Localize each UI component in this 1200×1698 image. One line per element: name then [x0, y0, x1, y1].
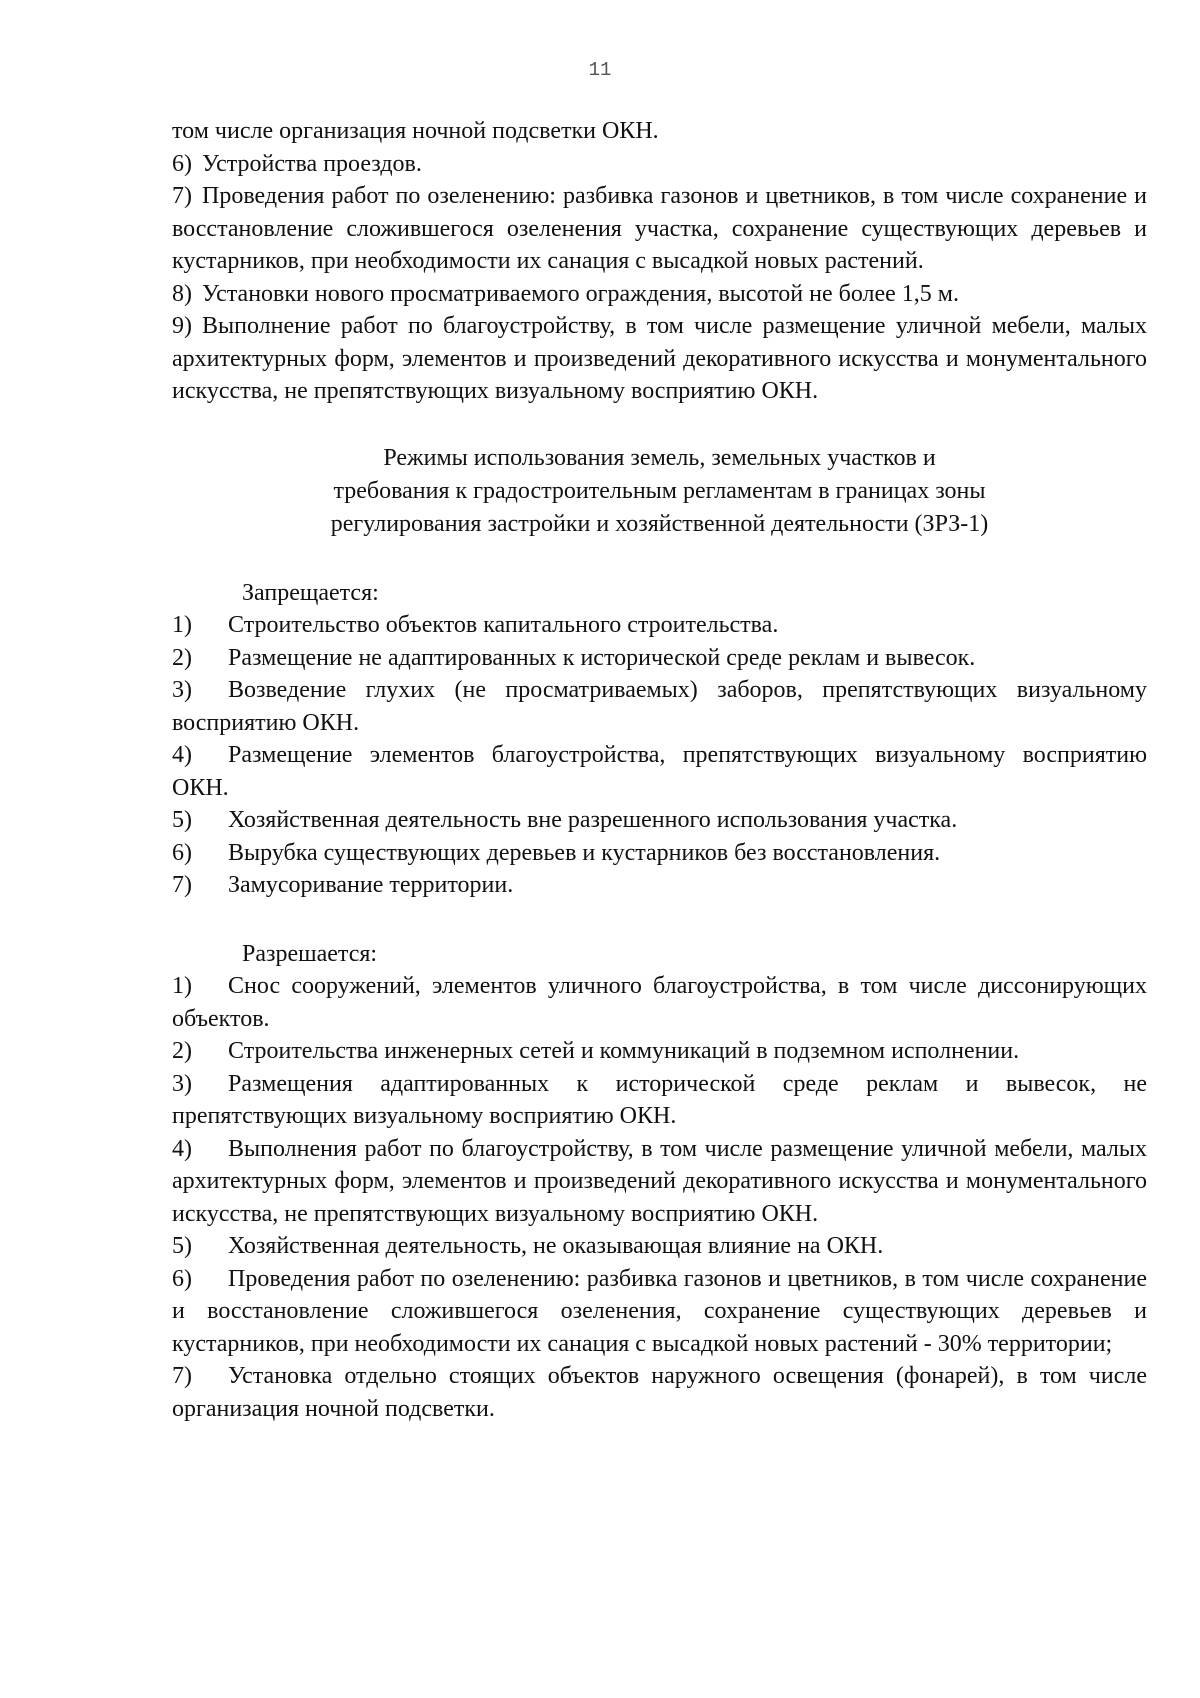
- item-text: Вырубка существующих деревьев и кустарников без восстановления.: [228, 839, 941, 866]
- list-item: [172, 180, 1147, 278]
- item-text: Хозяйственная деятельность, не оказывающая влияние на ОКН.: [228, 1233, 884, 1259]
- prohibited-item: [172, 609, 1147, 642]
- item-text: Выполнения работ по благоустройству, в том числе размещение уличной мебели, малых архитектурных форм, элементов и произведений декоративного искусства и монументального искусства, не препятствующих визуальному восприятию ОКН.: [172, 1135, 1147, 1227]
- item-number: 7): [172, 183, 192, 209]
- list-item: [172, 148, 1147, 181]
- prohibited-item: [172, 642, 1147, 675]
- item-number: 2): [172, 644, 192, 671]
- permitted-item: [172, 970, 1147, 1035]
- prohibited-heading: Запрещается:: [242, 579, 379, 606]
- item-number: 2): [172, 1038, 192, 1064]
- permitted-item: [172, 1230, 1147, 1263]
- item-text: Хозяйственная деятельность вне разрешенного использования участка.: [228, 807, 958, 833]
- item-number: 3): [172, 1070, 192, 1097]
- permitted-item: [172, 1133, 1147, 1231]
- prohibited-item: [172, 869, 1147, 902]
- item-number: 5): [172, 807, 192, 833]
- item-text: Замусоривание территории.: [228, 872, 514, 898]
- prohibited-item: [172, 674, 1147, 739]
- item-number: 3): [172, 677, 192, 703]
- prohibited-item: [172, 739, 1147, 804]
- section-title: Режимы использования земель, земельных участков и требования к градостроительным регламентам в границах зоны регулирования застройки и хозяйственной деятельности (ЗРЗ-1): [330, 444, 989, 537]
- page-number: 11: [588, 59, 612, 81]
- page-content: [172, 115, 1147, 1425]
- permitted-heading: Разрешается:: [242, 940, 378, 967]
- item-text: Размещение не адаптированных к исторической среде реклам и вывесок.: [228, 644, 976, 671]
- item-number: 6): [172, 150, 192, 177]
- permitted-item: [172, 1035, 1147, 1068]
- item-text: Размещения адаптированных к исторической среде реклам и вывесок, не препятствующих визуальному восприятию ОКН.: [172, 1070, 1147, 1129]
- continuation-text: том числе организация ночной подсветки ОКН.: [172, 118, 659, 144]
- item-text: Выполнение работ по благоустройству, в том числе размещение уличной мебели, малых архитектурных форм, элементов и произведений декоративного искусства и монументального искусства, не препятствующих визуальному восприятию ОКН.: [172, 313, 1147, 404]
- item-number: 1): [172, 612, 192, 638]
- item-text: Строительства инженерных сетей и коммуникаций в подземном исполнении.: [228, 1038, 1020, 1064]
- item-text: Строительство объектов капитального строительства.: [228, 612, 779, 638]
- item-text: Устройства проездов.: [202, 150, 422, 177]
- item-text: Снос сооружений, элементов уличного благоустройства, в том числе диссонирующих объектов.: [172, 973, 1147, 1032]
- list-item: [172, 310, 1147, 408]
- item-number: 8): [172, 280, 192, 307]
- permitted-item: [172, 1068, 1147, 1133]
- item-text: Установки нового просматриваемого ограждения, высотой не более 1,5 м.: [202, 280, 959, 307]
- item-number: 7): [172, 872, 192, 898]
- item-number: 4): [172, 1135, 192, 1162]
- item-number: 6): [172, 1265, 192, 1292]
- item-text: Проведения работ по озеленению: разбивка газонов и цветников, в том числе сохранение и восстановление сложившегося озеленения, сохранение существующих деревьев и кустарников, при необходимости их санация с высадкой новых растений - 30% территории;: [172, 1265, 1147, 1357]
- item-number: 1): [172, 973, 192, 999]
- prohibited-item: [172, 804, 1147, 837]
- permitted-item: [172, 1263, 1147, 1361]
- list-item: [172, 278, 1147, 311]
- item-number: 9): [172, 313, 192, 339]
- item-text: Размещение элементов благоустройства, препятствующих визуальному восприятию ОКН.: [172, 742, 1147, 801]
- item-text: Установка отдельно стоящих объектов наружного освещения (фонарей), в том числе организация ночной подсветки.: [172, 1363, 1147, 1422]
- prohibited-item: [172, 837, 1147, 870]
- item-text: Возведение глухих (не просматриваемых) заборов, препятствующих визуальному восприятию ОКН.: [172, 677, 1147, 736]
- item-number: 7): [172, 1363, 192, 1389]
- item-number: 5): [172, 1233, 192, 1259]
- item-number: 6): [172, 839, 192, 866]
- item-number: 4): [172, 742, 192, 768]
- item-text: Проведения работ по озеленению: разбивка газонов и цветников, в том числе сохранение и восстановление сложившегося озеленения участка, сохранение существующих деревьев и кустарников, при необходимости их санация с высадкой новых растений.: [172, 183, 1147, 274]
- permitted-item: [172, 1360, 1147, 1425]
